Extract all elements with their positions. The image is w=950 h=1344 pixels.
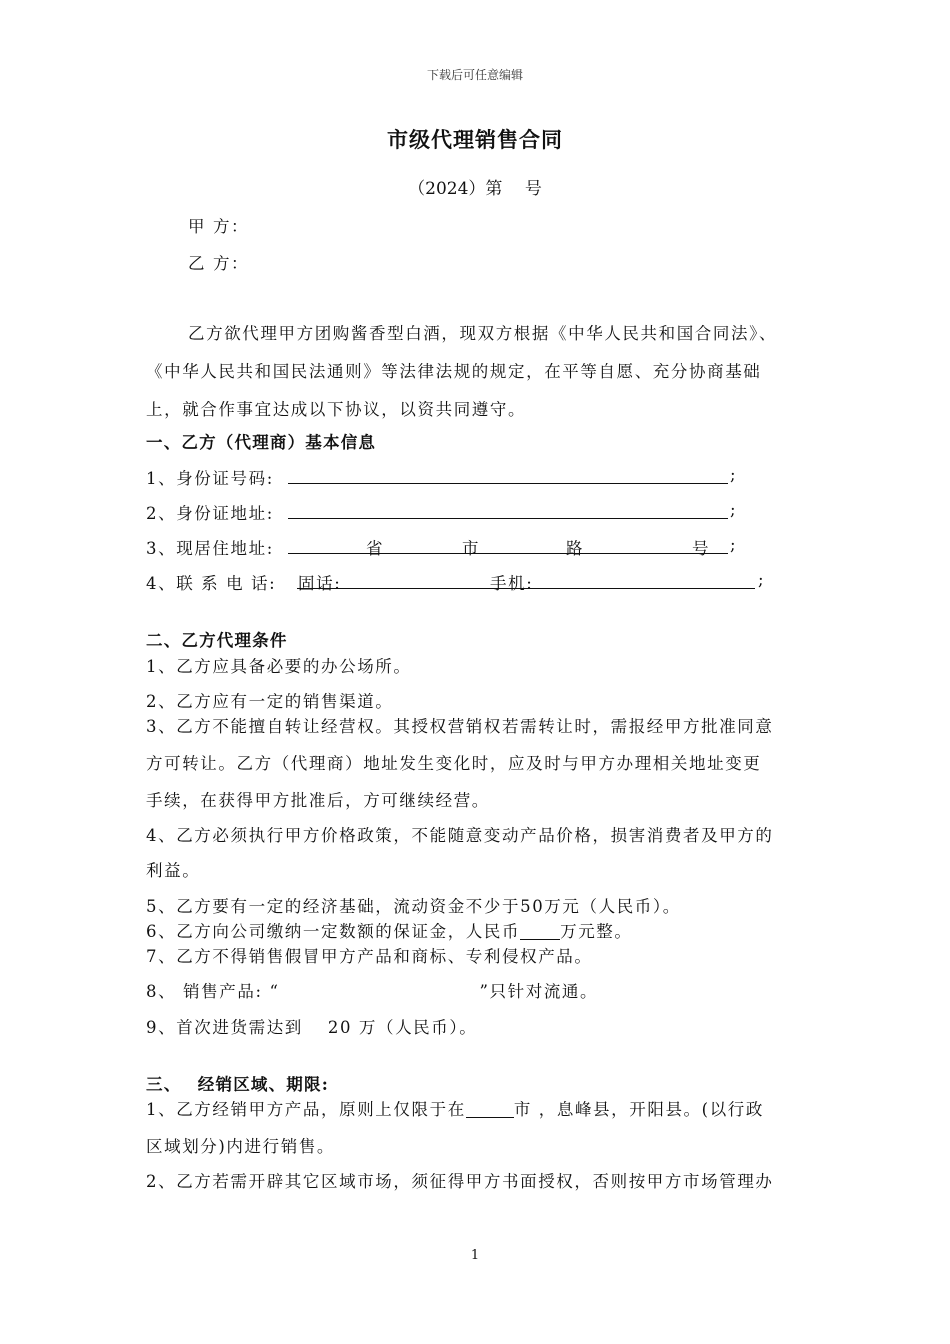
city-label: 市 xyxy=(462,539,481,558)
intro-line-2: 《中华人民共和国民法通则》等法律法规的规定，在平等自愿、充分协商基础 xyxy=(146,362,762,381)
phone-end: ; xyxy=(758,570,766,589)
condition-5: 5、乙方要有一定的经济基础，流动资金不少于50万元（人民币）。 xyxy=(146,897,681,916)
section1-heading: 一、乙方（代理商）基本信息 xyxy=(146,433,377,452)
current-address-label: 3、现居住地址: xyxy=(146,539,274,558)
mobile-label: 手机: xyxy=(490,574,534,593)
intro-line-1: 乙方欲代理甲方团购酱香型白酒，现双方根据《中华人民共和国合同法》、 xyxy=(188,324,778,343)
deposit-amount-field[interactable] xyxy=(520,923,560,941)
header-note: 下载后可任意编辑 xyxy=(426,68,523,82)
id-number-field[interactable] xyxy=(288,483,728,484)
id-address-field[interactable] xyxy=(288,518,728,519)
condition-3-cont-1: 方可转让。乙方（代理商）地址发生变化时，应及时与甲方办理相关地址变更 xyxy=(146,754,762,773)
region-city-field[interactable] xyxy=(466,1101,514,1119)
deposit-unit: 万元整。 xyxy=(560,922,633,941)
document-title: 市级代理销售合同 xyxy=(387,127,563,152)
condition-4-cont: 利益。 xyxy=(146,861,201,880)
condition-3-cont-2: 手续，在获得甲方批准后，方可继续经营。 xyxy=(146,791,490,810)
condition-8 xyxy=(146,978,598,1002)
landline-label: 固话: xyxy=(298,574,342,593)
product-suffix: ”只针对流通。 xyxy=(479,982,599,1001)
phone-label: 4、联 系 电 话: xyxy=(146,574,277,593)
condition-3: 3、乙方不能擅自转让经营权。其授权营销权若需转让时，需报经甲方批准同意 xyxy=(146,717,774,736)
current-address-end: ; xyxy=(730,535,738,554)
number-label: 号 xyxy=(692,539,711,558)
condition-7: 7、乙方不得销售假冒甲方产品和商标、专利侵权产品。 xyxy=(146,947,593,966)
id-address-end: ; xyxy=(730,500,738,519)
condition-4: 4、乙方必须执行甲方价格政策，不能随意变动产品价格，损害消费者及甲方的 xyxy=(146,826,774,845)
product-label: 8、 销售产品: “ xyxy=(146,982,280,1001)
current-address-field[interactable] xyxy=(288,553,728,554)
id-number-label: 1、身份证号码: xyxy=(146,469,274,488)
id-address-label: 2、身份证地址: xyxy=(146,504,274,523)
condition-2: 2、乙方应有一定的销售渠道。 xyxy=(146,692,394,711)
region-text: 1、乙方经销甲方产品，原则上仅限于在 xyxy=(146,1100,466,1119)
province-label: 省 xyxy=(366,539,385,558)
id-number-end: ; xyxy=(730,465,738,484)
condition-9: 9、首次进货需达到 20 万（人民币）。 xyxy=(146,1018,478,1037)
party-b: 乙 方： xyxy=(188,254,250,273)
section3-heading: 三、 经销区域、期限: xyxy=(146,1075,329,1094)
deposit-text: 6、乙方向公司缴纳一定数额的保证金，人民币 xyxy=(146,922,521,941)
condition-6 xyxy=(146,918,633,942)
party-a: 甲 方： xyxy=(188,217,250,236)
region-suffix: 市 ，息峰县，开阳县。(以行政 xyxy=(513,1100,764,1119)
section2-heading: 二、乙方代理条件 xyxy=(146,631,288,650)
condition-1: 1、乙方应具备必要的办公场所。 xyxy=(146,657,412,676)
road-label: 路 xyxy=(566,539,585,558)
contract-number: （2024）第 号 xyxy=(408,179,542,199)
page-number: 1 xyxy=(470,1248,480,1263)
intro-line-3: 上，就合作事宜达成以下协议，以资共同遵守。 xyxy=(146,400,527,419)
region-1-cont: 区域划分)内进行销售。 xyxy=(146,1137,336,1156)
region-2: 2、乙方若需开辟其它区域市场，须征得甲方书面授权，否则按甲方市场管理办 xyxy=(146,1172,774,1191)
region-1 xyxy=(146,1096,764,1120)
